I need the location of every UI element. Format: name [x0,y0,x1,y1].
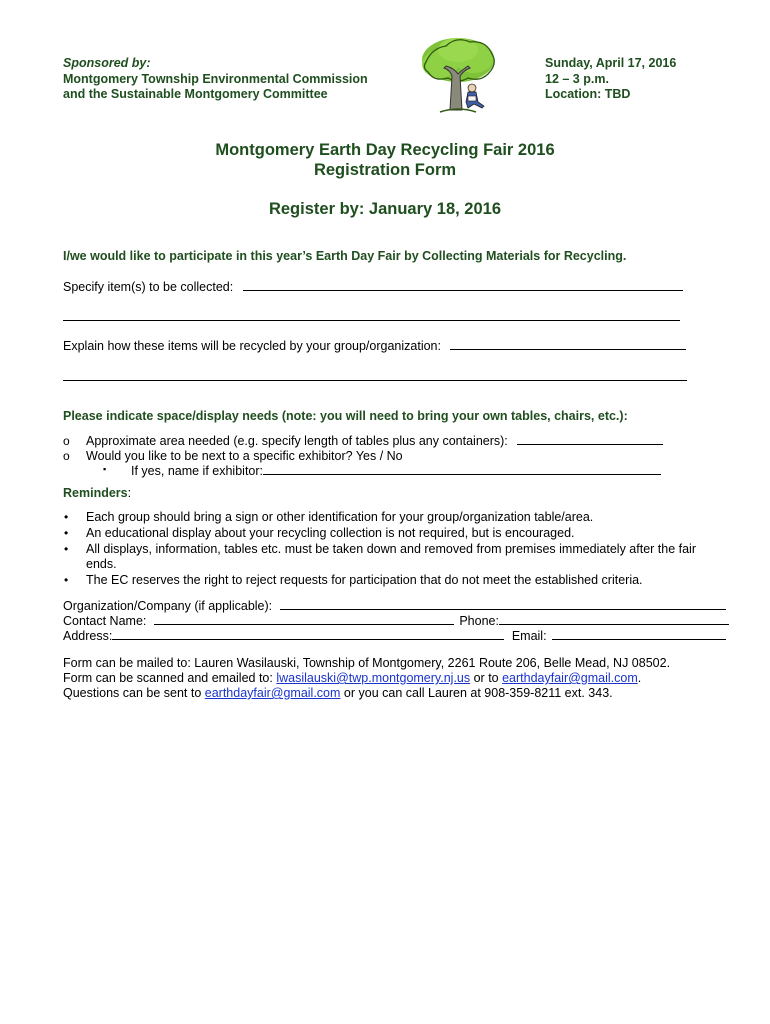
contact-name-field[interactable] [154,614,454,625]
earthday-email-link[interactable]: earthdayfair@gmail.com [502,671,638,685]
exhibitor-question: Would you like to be next to a specific exhibitor? Yes / No [86,449,403,463]
exhibitor-name-label: If yes, name if exhibitor: [131,464,264,478]
reminders-heading-text: Reminders [63,486,128,500]
scan-or: or to [473,671,499,685]
organization-field[interactable] [280,599,726,610]
organization-row [63,599,726,613]
area-needed-row [86,434,663,448]
reminder-item-4: The EC reserves the right to reject requests for participation that do not meet the established criteria. [86,573,643,587]
sponsor-line-1: Montgomery Township Environmental Commission [63,71,368,86]
form-subtitle: Registration Form [313,161,457,179]
address-row [63,629,726,643]
contact-name-row [63,614,729,628]
exhibitor-name-row [131,464,661,478]
phone-label: Phone: [459,614,499,628]
register-by-deadline: Register by: January 18, 2016 [268,200,502,218]
bullet-icon: • [64,573,69,587]
scan-end: . [637,671,642,685]
questions-instructions [63,686,613,700]
scan-prefix: Form can be scanned and emailed to: [63,671,273,685]
area-needed-field[interactable] [517,434,663,445]
intro-statement: I/we would like to participate in this year’s Earth Day Fair by Collecting Materials for Recycling. [63,249,627,263]
specify-items-row [63,280,683,294]
reminders-heading [63,486,131,500]
reminders-heading-colon: : [127,486,132,500]
explain-field[interactable] [450,339,686,350]
reminder-item-2: An educational display about your recycling collection is not required, but is encouraged. [86,526,575,540]
contact-name-label: Contact Name: [63,614,147,628]
reminder-item-1: Each group should bring a sign or other identification for your group/organization table/area. [86,510,594,524]
exhibitor-name-field[interactable] [263,464,661,475]
event-time: 12 – 3 p.m. [545,71,609,86]
area-needed-label: Approximate area needed (e.g. specify length of tables plus any containers): [86,434,508,448]
bullet-icon: • [64,526,69,540]
specify-items-field[interactable] [243,280,683,291]
event-location: Location: TBD [545,87,631,101]
sponsor-label: Sponsored by: [63,56,151,70]
mail-instructions: Form can be mailed to: Lauren Wasilauski, Township of Montgomery, 2261 Route 206, Belle Mead, NJ 08502. [63,656,671,670]
hollow-bullet-icon: o [63,449,70,463]
address-label: Address: [63,629,113,643]
explain-field-line-2[interactable] [63,380,687,381]
form-title: Montgomery Earth Day Recycling Fair 2016 [215,141,555,159]
reminder-item-3-continued: ends. [86,557,117,571]
space-needs-heading: Please indicate space/display needs (note: you will need to bring your own tables, chairs, etc.): [63,409,628,423]
specify-items-field-line-2[interactable] [63,320,680,321]
address-field[interactable] [112,629,504,640]
sponsor-line-2: and the Sustainable Montgomery Committee [63,87,328,101]
square-bullet-icon: ▪ [103,464,107,474]
specify-items-label: Specify item(s) to be collected: [63,280,234,294]
event-date: Sunday, April 17, 2016 [545,56,677,70]
tree-with-reading-person-icon [418,36,498,118]
sponsor-block [63,56,368,103]
email-label: Email: [511,629,547,643]
scan-instructions [63,671,641,685]
questions-prefix: Questions can be sent to [63,686,202,700]
bullet-icon: • [64,510,69,524]
phone-field[interactable] [499,614,729,625]
explain-label: Explain how these items will be recycled by your group/organization: [63,339,441,353]
email-field[interactable] [552,629,726,640]
questions-suffix: or you can call Lauren at 908-359-8211 ext. 343. [343,686,613,700]
bullet-icon: • [64,542,69,556]
explain-row [63,339,686,353]
township-email-link[interactable]: lwasilauski@twp.montgomery.nj.us [276,671,471,685]
organization-label: Organization/Company (if applicable): [63,599,273,613]
event-info [545,56,676,103]
reminder-item-3: All displays, information, tables etc. must be taken down and removed from premises immediately after the fair [86,542,696,556]
questions-email-link[interactable]: earthdayfair@gmail.com [204,686,341,700]
hollow-bullet-icon: o [63,434,70,448]
